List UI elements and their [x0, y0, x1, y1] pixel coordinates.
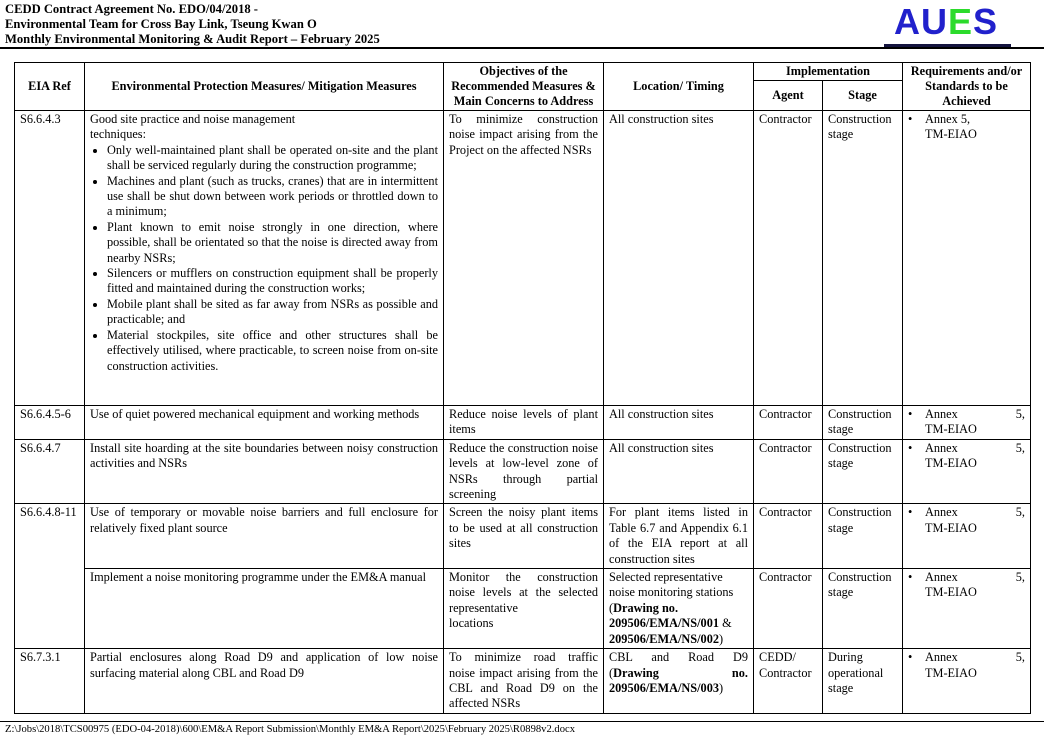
- logo-letters-au: AU: [894, 1, 948, 42]
- requirement-line-2: TM-EIAO: [925, 127, 977, 142]
- col-header-agent: Agent: [754, 81, 823, 111]
- requirements-cell: [903, 569, 1031, 649]
- logo-letter-e: E: [948, 1, 974, 42]
- bullet-icon: •: [908, 650, 913, 665]
- requirement-line-1: Annex 5,: [925, 407, 1025, 421]
- table-header-row-1: [15, 63, 1031, 81]
- col-header-implementation: Implementation: [754, 63, 903, 81]
- mitigation-measures-table: [14, 62, 1031, 714]
- requirement-item: [908, 112, 1025, 143]
- measures-cell: Install site hoarding at the site boundaries between noisy construction activities and NSRs: [85, 439, 444, 504]
- col-header-objectives: Objectives of the Recommended Measures & Main Concerns to Address: [444, 63, 604, 111]
- header-rule: [0, 47, 1044, 49]
- requirement-line-1: Annex 5,: [925, 570, 1025, 585]
- table-row: [15, 406, 1031, 440]
- measures-bullet-item: • Only well-maintained plant shall be operated on-site and the plant shall be serviced regularly during the construction programme;: [107, 143, 438, 174]
- header-line-2: Environmental Team for Cross Bay Link, Tseung Kwan O: [5, 17, 317, 31]
- measures-intro-line: techniques:: [90, 127, 147, 142]
- col-header-eia-ref: EIA Ref: [15, 63, 85, 111]
- objectives-cell: Reduce noise levels of plant items: [444, 406, 604, 440]
- footer-rule: [0, 721, 1044, 722]
- requirement-line-2: TM-EIAO: [925, 422, 977, 437]
- objectives-cell: To minimize construction noise impact arising from the Project on the affected NSRs: [444, 111, 604, 406]
- col-header-measures: Environmental Protection Measures/ Mitigation Measures: [85, 63, 444, 111]
- bullet-icon: •: [908, 570, 913, 585]
- table-row: [15, 569, 1031, 649]
- eia-ref-cell: S6.7.3.1: [15, 649, 85, 714]
- measures-bullet-item: • Mobile plant shall be sited as far away from NSRs as possible and practicable; and: [107, 297, 438, 328]
- stage-cell: Construction stage: [823, 406, 903, 440]
- col-header-stage: Stage: [823, 81, 903, 111]
- eia-ref-cell: S6.6.4.5-6: [15, 406, 85, 440]
- requirement-item: [908, 407, 1025, 438]
- col-header-requirements: Requirements and/or Standards to be Achieved: [903, 63, 1031, 111]
- col-header-location: Location/ Timing: [604, 63, 754, 111]
- measures-bullet-list: [90, 143, 438, 374]
- requirement-item: [908, 505, 1025, 536]
- requirements-cell: [903, 111, 1031, 406]
- location-cell: Selected representative noise monitoring stations (Drawing no. 209506/EMA/NS/001 & 209506/EMA/NS/002): [604, 569, 754, 649]
- document-header: [5, 2, 380, 47]
- table-header: [15, 63, 1031, 111]
- footer-file-path: Z:\Jobs\2018\TCS00975 (EDO-04-2018)\600\EM&A Report Submission\Monthly EM&A Report\2025\February 2025\R0898v2.docx: [5, 724, 575, 735]
- aues-logo: [894, 2, 998, 42]
- table-body: [15, 111, 1031, 714]
- eia-ref-cell: S6.6.4.7: [15, 439, 85, 504]
- bullet-icon: •: [908, 505, 913, 520]
- requirement-line-1: Annex 5,: [925, 112, 971, 126]
- table-row: [15, 504, 1031, 569]
- requirement-line-1: Annex 5,: [925, 440, 1025, 455]
- requirement-item: [908, 570, 1025, 601]
- measures-cell: Use of temporary or movable noise barriers and full enclosure for relatively fixed plant source: [85, 504, 444, 569]
- requirements-cell: [903, 504, 1031, 569]
- logo-letter-s: S: [973, 1, 999, 42]
- requirements-cell: [903, 406, 1031, 440]
- agent-cell: Contractor: [754, 569, 823, 649]
- agent-cell: Contractor: [754, 439, 823, 504]
- location-cell: CBL and Road D9 (Drawing no. 209506/EMA/NS/003): [604, 649, 754, 714]
- measures-cell: Implement a noise monitoring programme under the EM&A manual: [85, 569, 444, 649]
- logo-underline: [884, 44, 1011, 47]
- measures-bullet-item: • Material stockpiles, site office and other structures shall be effectively utilised, where practicable, to screen noise from on-site construction activities.: [107, 328, 438, 374]
- objectives-cell: To minimize road traffic noise impact arising from the CBL and Road D9 on the affected NSRs: [444, 649, 604, 714]
- requirement-item: [908, 650, 1025, 681]
- requirement-line-2: TM-EIAO: [925, 456, 977, 471]
- table-row: [15, 111, 1031, 406]
- bullet-icon: •: [908, 112, 913, 126]
- measures-cell: [85, 111, 444, 406]
- measures-bullet-item: • Silencers or mufflers on construction equipment shall be properly fitted and maintained during the construction works;: [107, 266, 438, 297]
- agent-cell: CEDD/ Contractor: [754, 649, 823, 714]
- requirement-text: [925, 650, 1025, 681]
- agent-cell: Contractor: [754, 406, 823, 440]
- requirement-item: [908, 441, 1025, 472]
- requirement-text: [925, 112, 1025, 143]
- agent-cell: Contractor: [754, 111, 823, 406]
- bullet-icon: •: [908, 407, 913, 421]
- measures-bullet-item: • Plant known to emit noise strongly in one direction, where possible, shall be orientated so that the noise is directed away from nearby NSRs;: [107, 220, 438, 266]
- table-row: [15, 439, 1031, 504]
- requirement-line-2: TM-EIAO: [925, 665, 977, 680]
- requirement-text: [925, 505, 1025, 536]
- objectives-cell: Reduce the construction noise levels at low-level zone of NSRs through partial screening: [444, 439, 604, 504]
- stage-cell: During operational stage: [823, 649, 903, 714]
- objectives-cell: Screen the noisy plant items to be used at all construction sites: [444, 504, 604, 569]
- requirements-cell: [903, 439, 1031, 504]
- header-line-3: Monthly Environmental Monitoring & Audit Report – February 2025: [5, 32, 380, 46]
- header-line-1: CEDD Contract Agreement No. EDO/04/2018 -: [5, 2, 259, 16]
- requirement-text: [925, 407, 1025, 438]
- location-cell: All construction sites: [604, 406, 754, 440]
- requirement-text: [925, 570, 1025, 601]
- requirement-line-1: Annex 5,: [925, 505, 1025, 520]
- requirement-line-1: Annex 5,: [925, 650, 1025, 665]
- measures-cell: Partial enclosures along Road D9 and application of low noise surfacing material along CBL and Road D9: [85, 649, 444, 714]
- eia-ref-cell: S6.6.4.3: [15, 111, 85, 406]
- requirement-text: [925, 441, 1025, 472]
- requirement-line-2: TM-EIAO: [925, 520, 977, 535]
- requirement-line-2: TM-EIAO: [925, 585, 977, 600]
- stage-cell: Construction stage: [823, 439, 903, 504]
- location-cell: For plant items listed in Table 6.7 and Appendix 6.1 of the EIA report at all construction sites: [604, 504, 754, 569]
- eia-ref-cell: S6.6.4.8-11: [15, 504, 85, 649]
- measures-bullet-item: • Machines and plant (such as trucks, cranes) that are in intermittent use shall be shut down between work periods or throttled down to a minimum;: [107, 174, 438, 220]
- objectives-cell: Monitor the construction noise levels at the selected representative locations: [444, 569, 604, 649]
- requirements-cell: [903, 649, 1031, 714]
- stage-cell: Construction stage: [823, 569, 903, 649]
- table-row: [15, 649, 1031, 714]
- stage-cell: Construction stage: [823, 504, 903, 569]
- stage-cell: Construction stage: [823, 111, 903, 406]
- location-cell: All construction sites: [604, 111, 754, 406]
- measures-intro-line: Good site practice and noise management: [90, 112, 296, 126]
- agent-cell: Contractor: [754, 504, 823, 569]
- bullet-icon: •: [908, 440, 913, 455]
- location-cell: All construction sites: [604, 439, 754, 504]
- measures-cell: Use of quiet powered mechanical equipment and working methods: [85, 406, 444, 440]
